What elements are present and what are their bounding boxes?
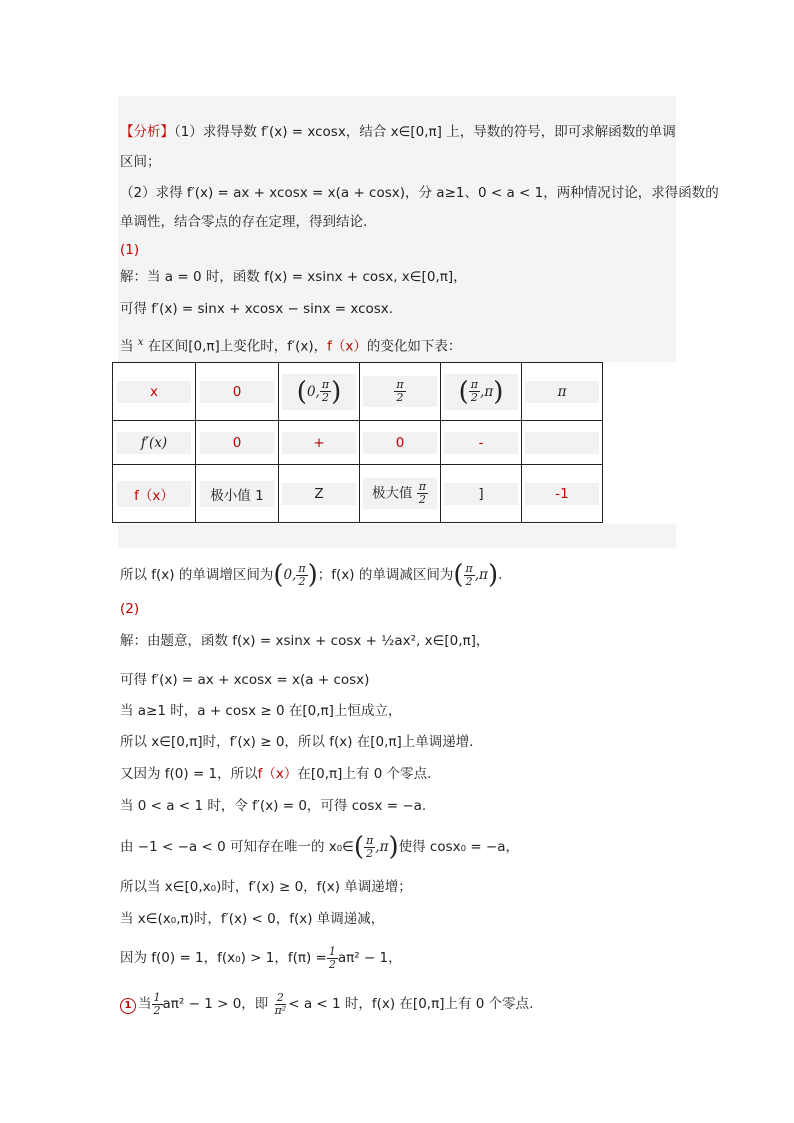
- part2-label: (2): [120, 601, 140, 617]
- part2-line-10: 因为 f(0) = 1，f(x₀) > 1，f(π) = $\frac{1}{2}$ aπ² − 1，: [120, 944, 402, 971]
- part2-line-2: 可得 f′(x) = ax + xcosx = x(a + cosx): [120, 672, 370, 688]
- analysis-line-1: 【分析】（1）求得导数 f′(x) = xcosx，结合 x∈[0,π] 上，导数的符号，即可求解函数的单调: [120, 124, 676, 140]
- analysis-tag: 【分析】: [120, 124, 174, 140]
- part1-line-1: 解：当 a = 0 时，函数 f(x) = xsinx + cosx, x∈[0,π]，: [120, 269, 467, 285]
- table-tail-shade: [118, 524, 676, 548]
- part1-line-2: 可得 f′(x) = sinx + xcosx − sinx = xcosx.: [120, 301, 394, 317]
- analysis-line-4: 单调性，结合零点的存在定理，得到结论.: [120, 214, 368, 230]
- table-row: f（x） 极小值 1 Z 极大值 $\frac{\pi}{2}$ ] -1: [113, 465, 603, 523]
- circled-number-icon: 1: [120, 998, 136, 1014]
- table-row: f′(x) 0 + 0 -: [113, 421, 603, 465]
- conclusion1: 所以 f(x) 的单调增区间为(0, $\frac{\pi}{2}$ )；f(x) 的单调减区间为( $\frac{\pi}{2}$ ,π).: [120, 560, 503, 590]
- part2-line-8: 所以当 x∈[0,x₀)时，f′(x) ≥ 0，f(x) 单调递增；: [120, 879, 412, 895]
- variation-table: [112, 362, 603, 523]
- part2-line-3: 当 a≥1 时，a + cosx ≥ 0 在[0,π]上恒成立，: [120, 703, 402, 719]
- part2-line-6: 当 0 < a < 1 时，令 f′(x) = 0，可得 cosx = −a.: [120, 798, 427, 814]
- table-row: x 0 (0, $\frac{\pi}{2}$ ) $\frac{\pi}{2}$ ( $\frac{\pi}{2}$ ,π) π: [113, 363, 603, 421]
- analysis-line-3: （2）求得 f′(x) = ax + xcosx = x(a + cosx)，分 a≥1、0 < a < 1，两种情况讨论，求得函数的: [120, 185, 719, 201]
- part2-line-7: 由 −1 < −a < 0 可知存在唯一的 x₀∈( $\frac{\pi}{2}$ ,π)使得 cosx₀ = −a，: [120, 832, 520, 862]
- part1-label: (1): [120, 242, 140, 258]
- part2-line-1: 解：由题意，函数 f(x) = xsinx + cosx + ½ax², x∈[0,π]，: [120, 633, 490, 649]
- part2-line-5: 又因为 f(0) = 1，所以f（x）在[0,π]上有 0 个零点.: [120, 766, 432, 782]
- part1-line-3: 当 $^x$ 在区间[0,π]上变化时，f′(x)，f（x）的变化如下表：: [120, 337, 462, 355]
- part2-line-4: 所以 x∈[0,π]时，f′(x) ≥ 0，所以 f(x) 在[0,π]上单调递增.: [120, 734, 474, 750]
- part2-line-11: 1 当 $\frac{1}{2}$ aπ² − 1 > 0，即 $\frac{2}{\text{π²}}$ < a < 1 时，f(x) 在[0,π]上有 0 个零点.: [120, 990, 533, 1018]
- part2-line-9: 当 x∈(x₀,π)时，f′(x) < 0，f(x) 单调递减，: [120, 911, 385, 927]
- analysis-line-2: 区间；: [120, 154, 161, 170]
